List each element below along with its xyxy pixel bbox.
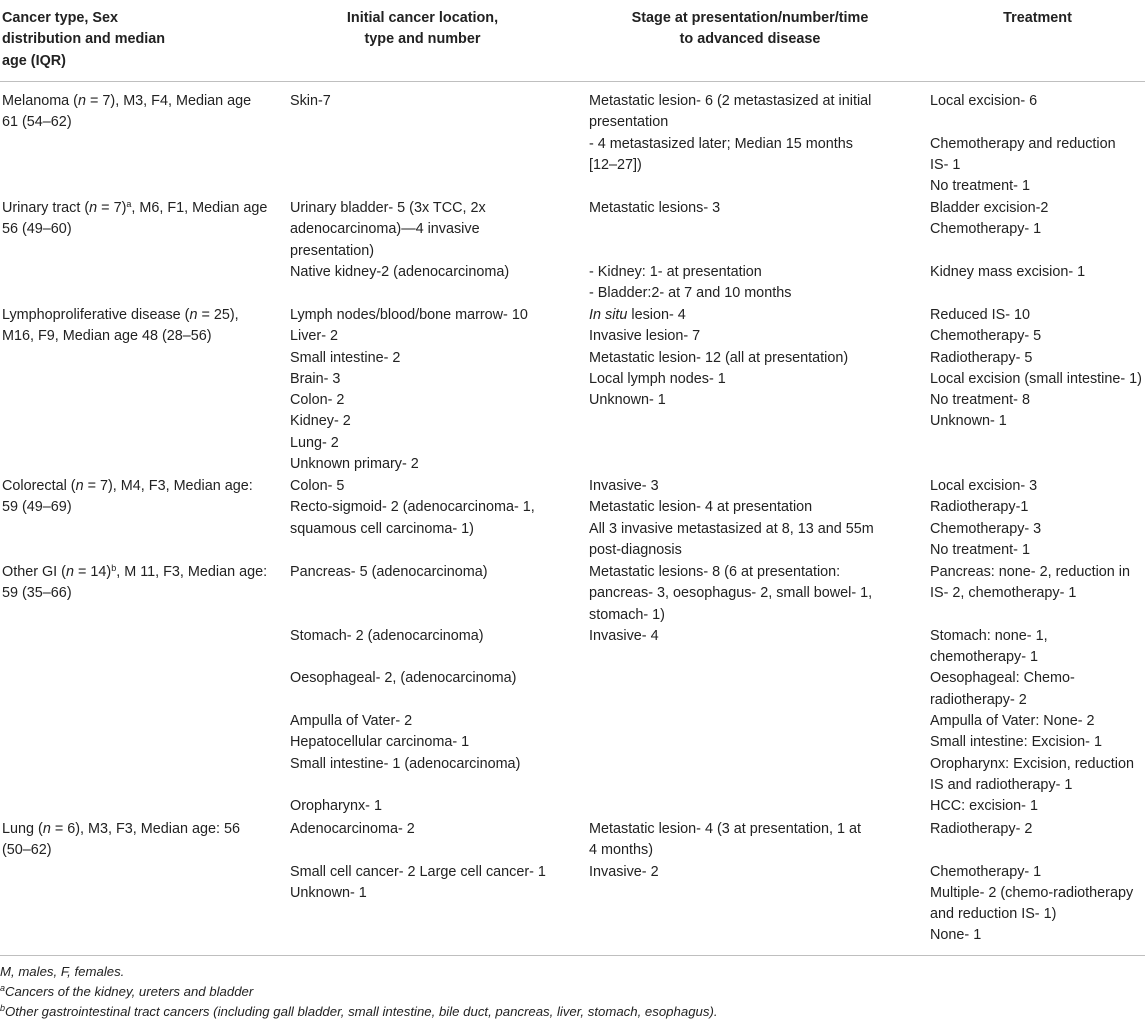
cell-treatment: Local excision- 6 Chemotherapy and reduction IS- 1 No treatment- 1 [930,93,1116,195]
cell-cancer-type: Lung (n = 6), M3, F3, Median age: 56 (50–62) [2,821,241,859]
header-cancer-type: Cancer type, Sex distribution and median age (IQR) [2,10,166,69]
cell-location: Pancreas- 5 (adenocarcinoma) Stomach- 2 (adenocarcinoma) Oesophageal- 2, (adenocarcinoma) Ampulla of Vater- 2 Hepatocellular carcinoma- 1 Small intestine- 1 (adenocarcinoma) Oropharynx- 1 [290,564,521,815]
footer-rule [0,955,1145,956]
cell-treatment: Pancreas: none- 2, reduction in IS- 2, chemotherapy- 1 Stomach: none- 1, chemotherapy- 1 Oesophageal: Chemo- radiotherapy- 2 Ampulla of Vater: None- 2 Small intestine: Excision- 1 Oropharynx: Excision, reduction IS and radiotherapy- 1 HCC: excision- 1 [930,564,1134,815]
cell-cancer-type: Lymphoproliferative disease (n = 25), M16, F9, Median age 48 (28–56) [2,307,239,345]
cell-stage: Metastatic lesions- 8 (6 at presentation: pancreas- 3, oesophagus- 2, small bowel- 1, stomach- 1) Invasive- 4 [589,564,873,644]
cell-stage: Metastatic lesion- 4 (3 at presentation, 1 at 4 months) Invasive- 2 [589,821,861,880]
cell-cancer-type: Colorectal (n = 7), M4, F3, Median age: 59 (49–69) [2,478,253,516]
footnote-a: $^a$Cancers of the kidney, ureters and bladder [0,983,254,999]
cell-location: Lymph nodes/blood/bone marrow- 10 Liver- 2 Small intestine- 2 Brain- 3 Colon- 2 Kidney- 2 Lung- 2 Unknown primary- 2 [290,307,528,473]
cell-location: Skin-7 [290,93,331,109]
cell-cancer-type: Other GI (n = 14)$^b$, M 11, F3, Median age: 59 (35–66) [2,563,268,602]
footnote-b: $^b$Other gastrointestinal tract cancers (including gall bladder, small intestine, bile duct, pancreas, liver, stomach, esophagus). [0,1003,718,1019]
header-treatment: Treatment [1003,10,1072,26]
cell-treatment: Radiotherapy- 2 Chemotherapy- 1 Multiple- 2 (chemo-radiotherapy and reduction IS- 1) None- 1 [930,821,1134,944]
header-initial-location: Initial cancer location, type and number [346,10,499,48]
cell-treatment: Local excision- 3 Radiotherapy-1 Chemotherapy- 3 No treatment- 1 [930,478,1042,558]
footnote-abbreviations: M, males, F, females. [0,964,125,979]
cell-treatment: Bladder excision-2 Chemotherapy- 1 Kidney mass excision- 1 [930,200,1086,280]
cell-stage: Metastatic lesion- 6 (2 metastasized at initial presentation - 4 metastasized later; Median 15 months [12–27]) [589,93,872,173]
cell-stage: Invasive- 3 Metastatic lesion- 4 at presentation All 3 invasive metastasized at 8, 13 and 55m post-diagnosis [589,478,874,558]
cell-location: Colon- 5 Recto-sigmoid- 2 (adenocarcinoma- 1, squamous cell carcinoma- 1) [290,478,535,537]
cell-treatment: Reduced IS- 10 Chemotherapy- 5 Radiotherapy- 5 Local excision (small intestine- 1) No treatment- 8 Unknown- 1 [930,307,1142,430]
cell-stage: In situ lesion- 4 Invasive lesion- 7 Metastatic lesion- 12 (all at presentation) Local lymph nodes- 1 Unknown- 1 [589,307,849,409]
cell-location: Adenocarcinoma- 2 Small cell cancer- 2 Large cell cancer- 1 Unknown- 1 [290,821,546,901]
cell-cancer-type: Urinary tract (n = 7)$^a$, M6, F1, Median age 56 (49–60) [2,199,268,238]
cell-cancer-type: Melanoma (n = 7), M3, F4, Median age 61 (54–62) [2,93,252,131]
cell-location: Urinary bladder- 5 (3x TCC, 2x adenocarcinoma)—4 invasive presentation) Native kidney-2 (adenocarcinoma) [290,200,510,280]
header-stage: Stage at presentation/number/time to advanced disease [631,10,869,48]
header-rule [0,81,1145,82]
cell-stage: Metastatic lesions- 3 - Kidney: 1- at presentation - Bladder:2- at 7 and 10 months [589,200,792,302]
